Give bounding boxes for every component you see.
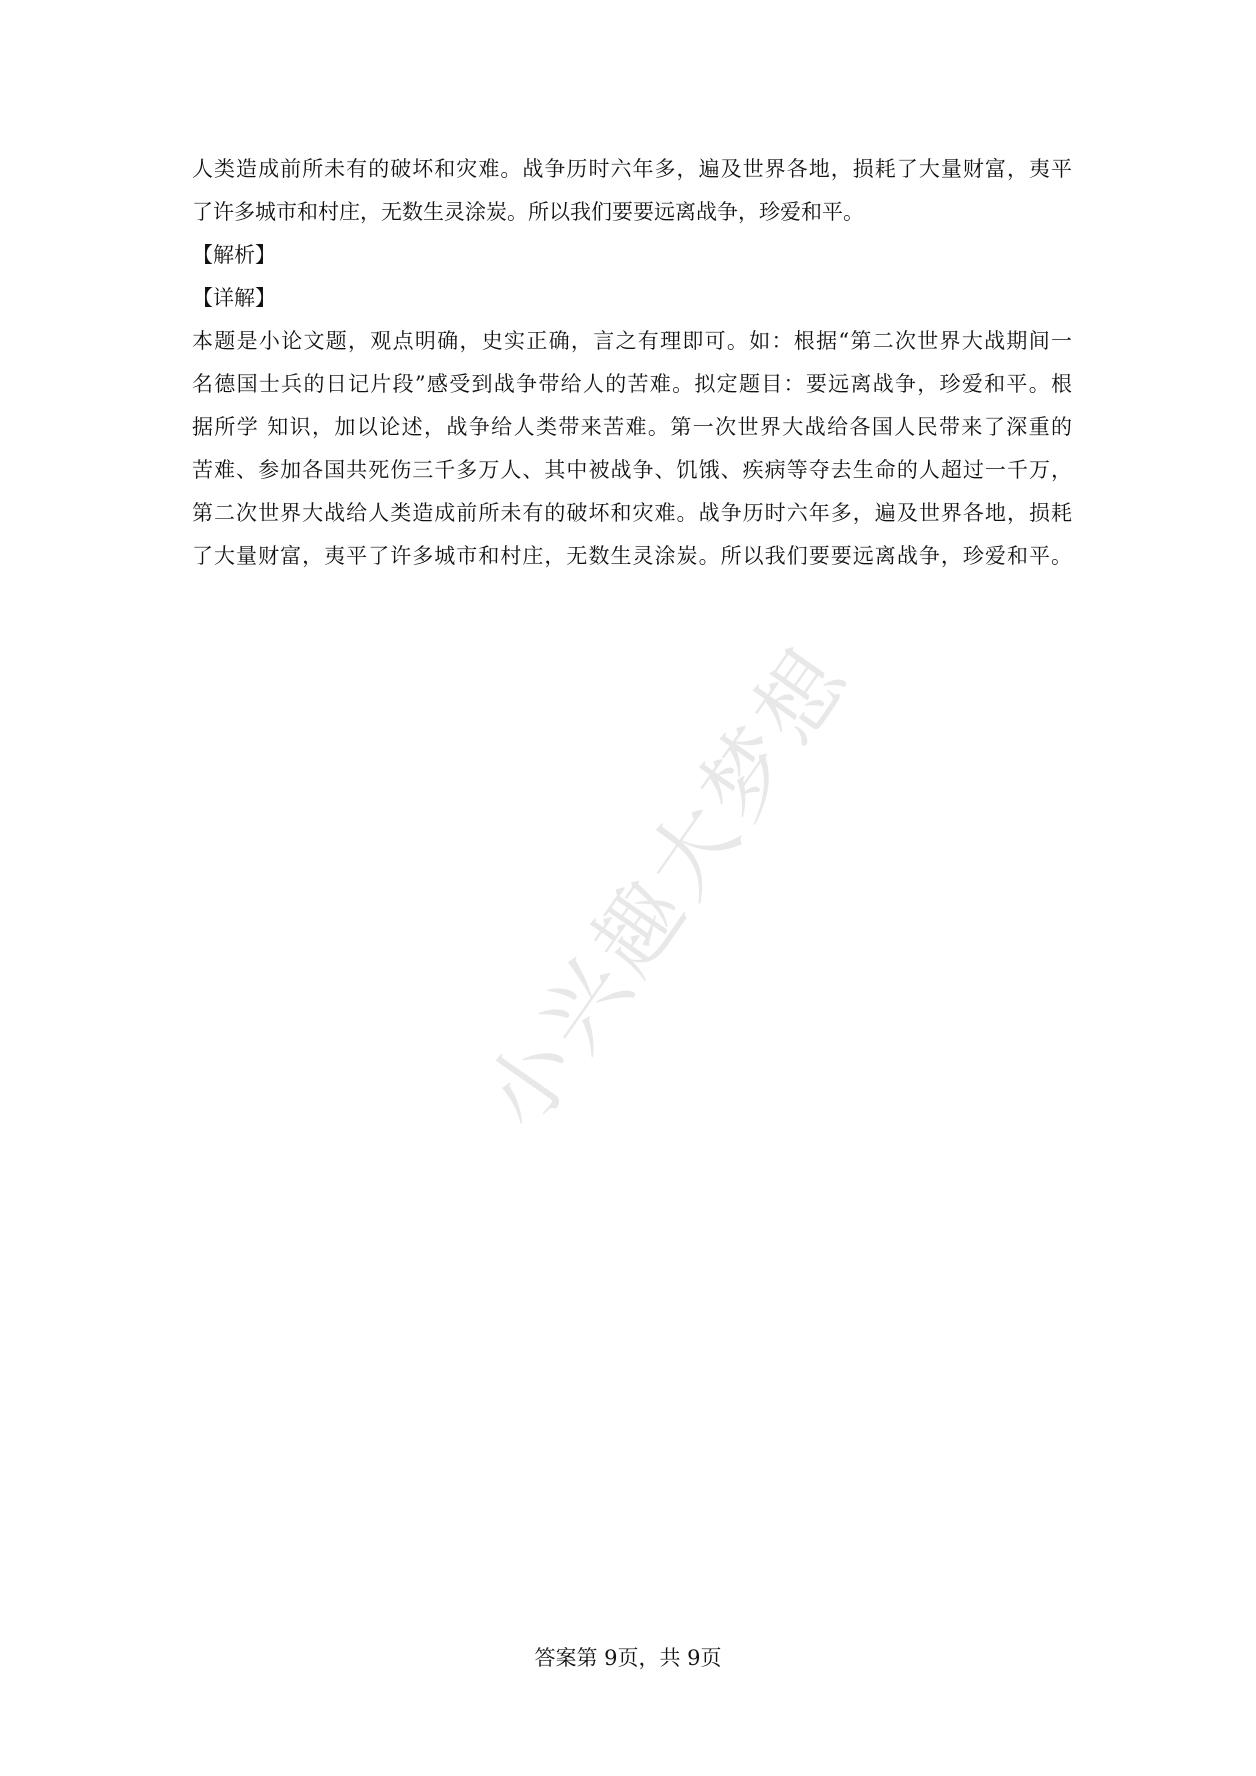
text-line: 人类造成前所未有的破坏和灾难。战争历时六年多，遍及世界各地，损耗了大量财富，夷平 <box>192 157 1072 181</box>
text-line: 了大量财富，夷平了许多城市和村庄，无数生灵涂炭。所以我们要要远离战争，珍爱和平。 <box>192 544 1072 568</box>
text-line: 苦难、参加各国共死伤三千多万人、其中被战争、饥饿、疾病等夺去生命的人超过一千万， <box>192 458 1072 482</box>
text-line: 据所学 知识，加以论述，战争给人类带来苦难。第一次世界大战给各国人民带来了深重的 <box>192 415 1072 439</box>
text-line: 名德国士兵的日记片段”感受到战争带给人的苦难。拟定题目：要远离战争，珍爱和平。根 <box>192 372 1072 396</box>
page-footer: 答案第 9页，共 9页 <box>534 1646 722 1670</box>
watermark: 小兴趣大梦想 <box>465 626 872 1147</box>
section-heading-jiexi: 【解析】 <box>192 243 276 267</box>
text-line: 了许多城市和村庄，无数生灵涂炭。所以我们要要远离战争，珍爱和平。 <box>192 200 864 224</box>
section-heading-xiangjie: 【详解】 <box>192 286 276 310</box>
text-line: 第二次世界大战给人类造成前所未有的破坏和灾难。战争历时六年多，遍及世界各地，损耗 <box>192 501 1072 525</box>
answer-content <box>192 152 1072 582</box>
text-line: 本题是小论文题，观点明确，史实正确，言之有理即可。如：根据“第二次世界大战期间一 <box>192 329 1072 353</box>
